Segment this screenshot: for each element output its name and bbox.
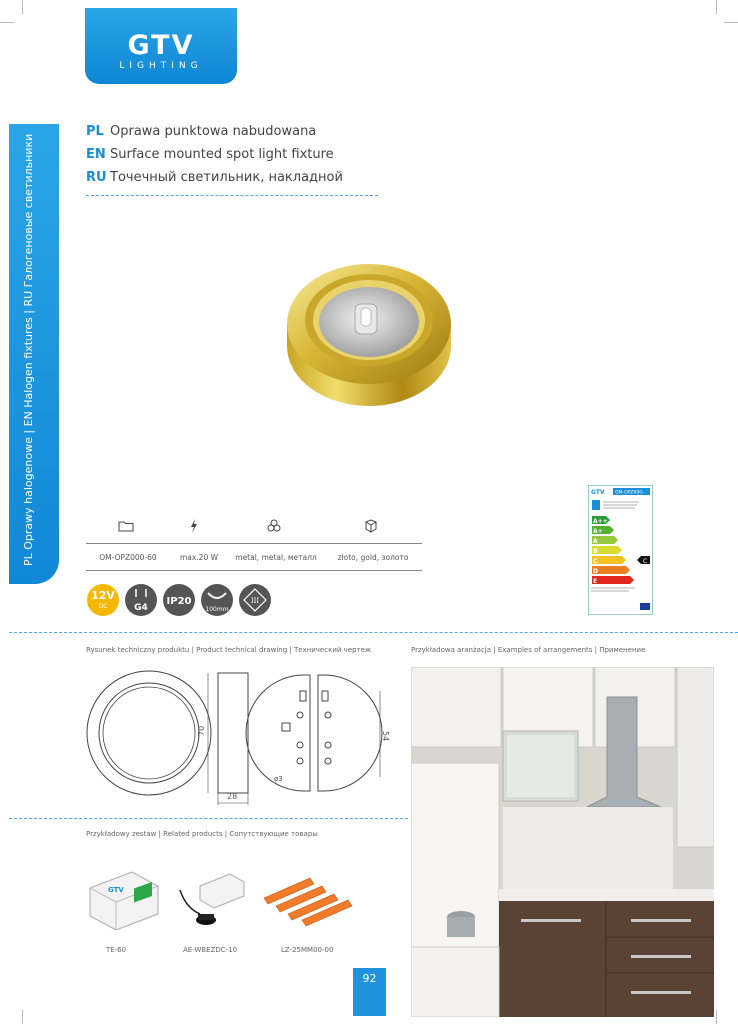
technical-drawing [86, 665, 396, 805]
lang-code: PL [86, 124, 104, 139]
title-pl [86, 120, 343, 143]
brand-name: GTV [127, 30, 195, 61]
spec-code: OM-OPZ000-60 [99, 552, 157, 562]
folder-icon [118, 518, 134, 534]
divider [9, 632, 738, 633]
spec-power: max.20 W [179, 552, 219, 562]
crop-mark [0, 22, 14, 23]
related-product-image [176, 868, 248, 934]
lang-code: RU [86, 170, 107, 185]
energy-code: OM-OPZ000- [615, 490, 644, 496]
ip-badge [162, 583, 196, 617]
ip-value: IP20 [166, 596, 192, 607]
spec-row [86, 543, 422, 571]
brand-logo [85, 8, 237, 84]
energy-class-label: A [593, 538, 598, 545]
related-product-label: TE-60 [106, 946, 127, 954]
related-product-image [262, 872, 362, 928]
arrangement-photo [411, 667, 714, 1017]
energy-class-label: E [593, 578, 598, 585]
color-icon [363, 518, 379, 534]
lang-code: EN [86, 147, 106, 162]
dim-cut: 54 [381, 731, 390, 742]
page-number: 92 [353, 968, 386, 1016]
crop-mark [716, 0, 717, 14]
voltage-value: 12V [91, 589, 115, 602]
spec-icons [86, 518, 422, 540]
brand-sub: LIGHTING [119, 61, 203, 71]
energy-selected-label: C [643, 558, 648, 565]
material-icon [266, 518, 282, 534]
energy-class-label: B [593, 548, 598, 555]
energy-class-bar [592, 576, 634, 584]
related-product-label: LZ-25MM00-00 [281, 946, 334, 954]
svg-text:GTV: GTV [108, 886, 124, 894]
title-en [86, 143, 343, 166]
crop-mark [22, 0, 23, 14]
distance-value: 100mm [205, 606, 229, 613]
crop-mark [724, 22, 738, 23]
divider [86, 195, 378, 196]
category-sidebar-text: PL Oprawy halogenowe | EN Halogen fixtures | RU Галогеновые светильники [22, 133, 35, 566]
dim-height: 70 [197, 725, 206, 736]
socket-value: G4 [134, 603, 148, 613]
energy-class-label: A++ [593, 518, 608, 525]
energy-class-label: A+ [593, 528, 603, 535]
energy-class-label: C [593, 558, 598, 565]
spec-material: metal, metal, металл [235, 552, 317, 562]
title-text: Точечный светильник, накладной [110, 170, 343, 185]
crop-mark [22, 1010, 23, 1024]
energy-class-label: D [593, 568, 598, 575]
title-text: Oprawa punktowa nabudowana [110, 124, 317, 139]
energy-brand: GTV [591, 489, 605, 496]
drawing-section-label: Rysunek techniczny produktu | Product technical drawing | Технический чертеж [86, 646, 372, 654]
dim-depth: 28 [227, 792, 238, 801]
energy-label [588, 485, 653, 615]
divider [9, 818, 408, 819]
distance-badge [200, 583, 234, 617]
power-icon [186, 518, 202, 534]
class-value: III [250, 597, 260, 605]
product-titles [86, 120, 343, 189]
product-image [283, 262, 455, 410]
voltage-sub: DC [98, 603, 108, 610]
arrangement-section-label: Przykładowa aranżacja | Examples of arrangements | Применение [411, 646, 646, 654]
spec-color: złoto, gold, золото [337, 552, 409, 562]
related-product-label: AE-WBEZDC-10 [183, 946, 238, 954]
dim-hole: ø3 [274, 775, 283, 783]
title-text: Surface mounted spot light fixture [110, 147, 334, 162]
related-section-label: Przykładowy zestaw | Related products | Сопутствующие товары [86, 830, 318, 838]
voltage-badge [86, 583, 120, 617]
title-ru [86, 166, 343, 189]
class-badge [238, 583, 272, 617]
socket-badge [124, 583, 158, 617]
crop-mark [716, 1010, 717, 1024]
related-product-image [86, 868, 161, 934]
